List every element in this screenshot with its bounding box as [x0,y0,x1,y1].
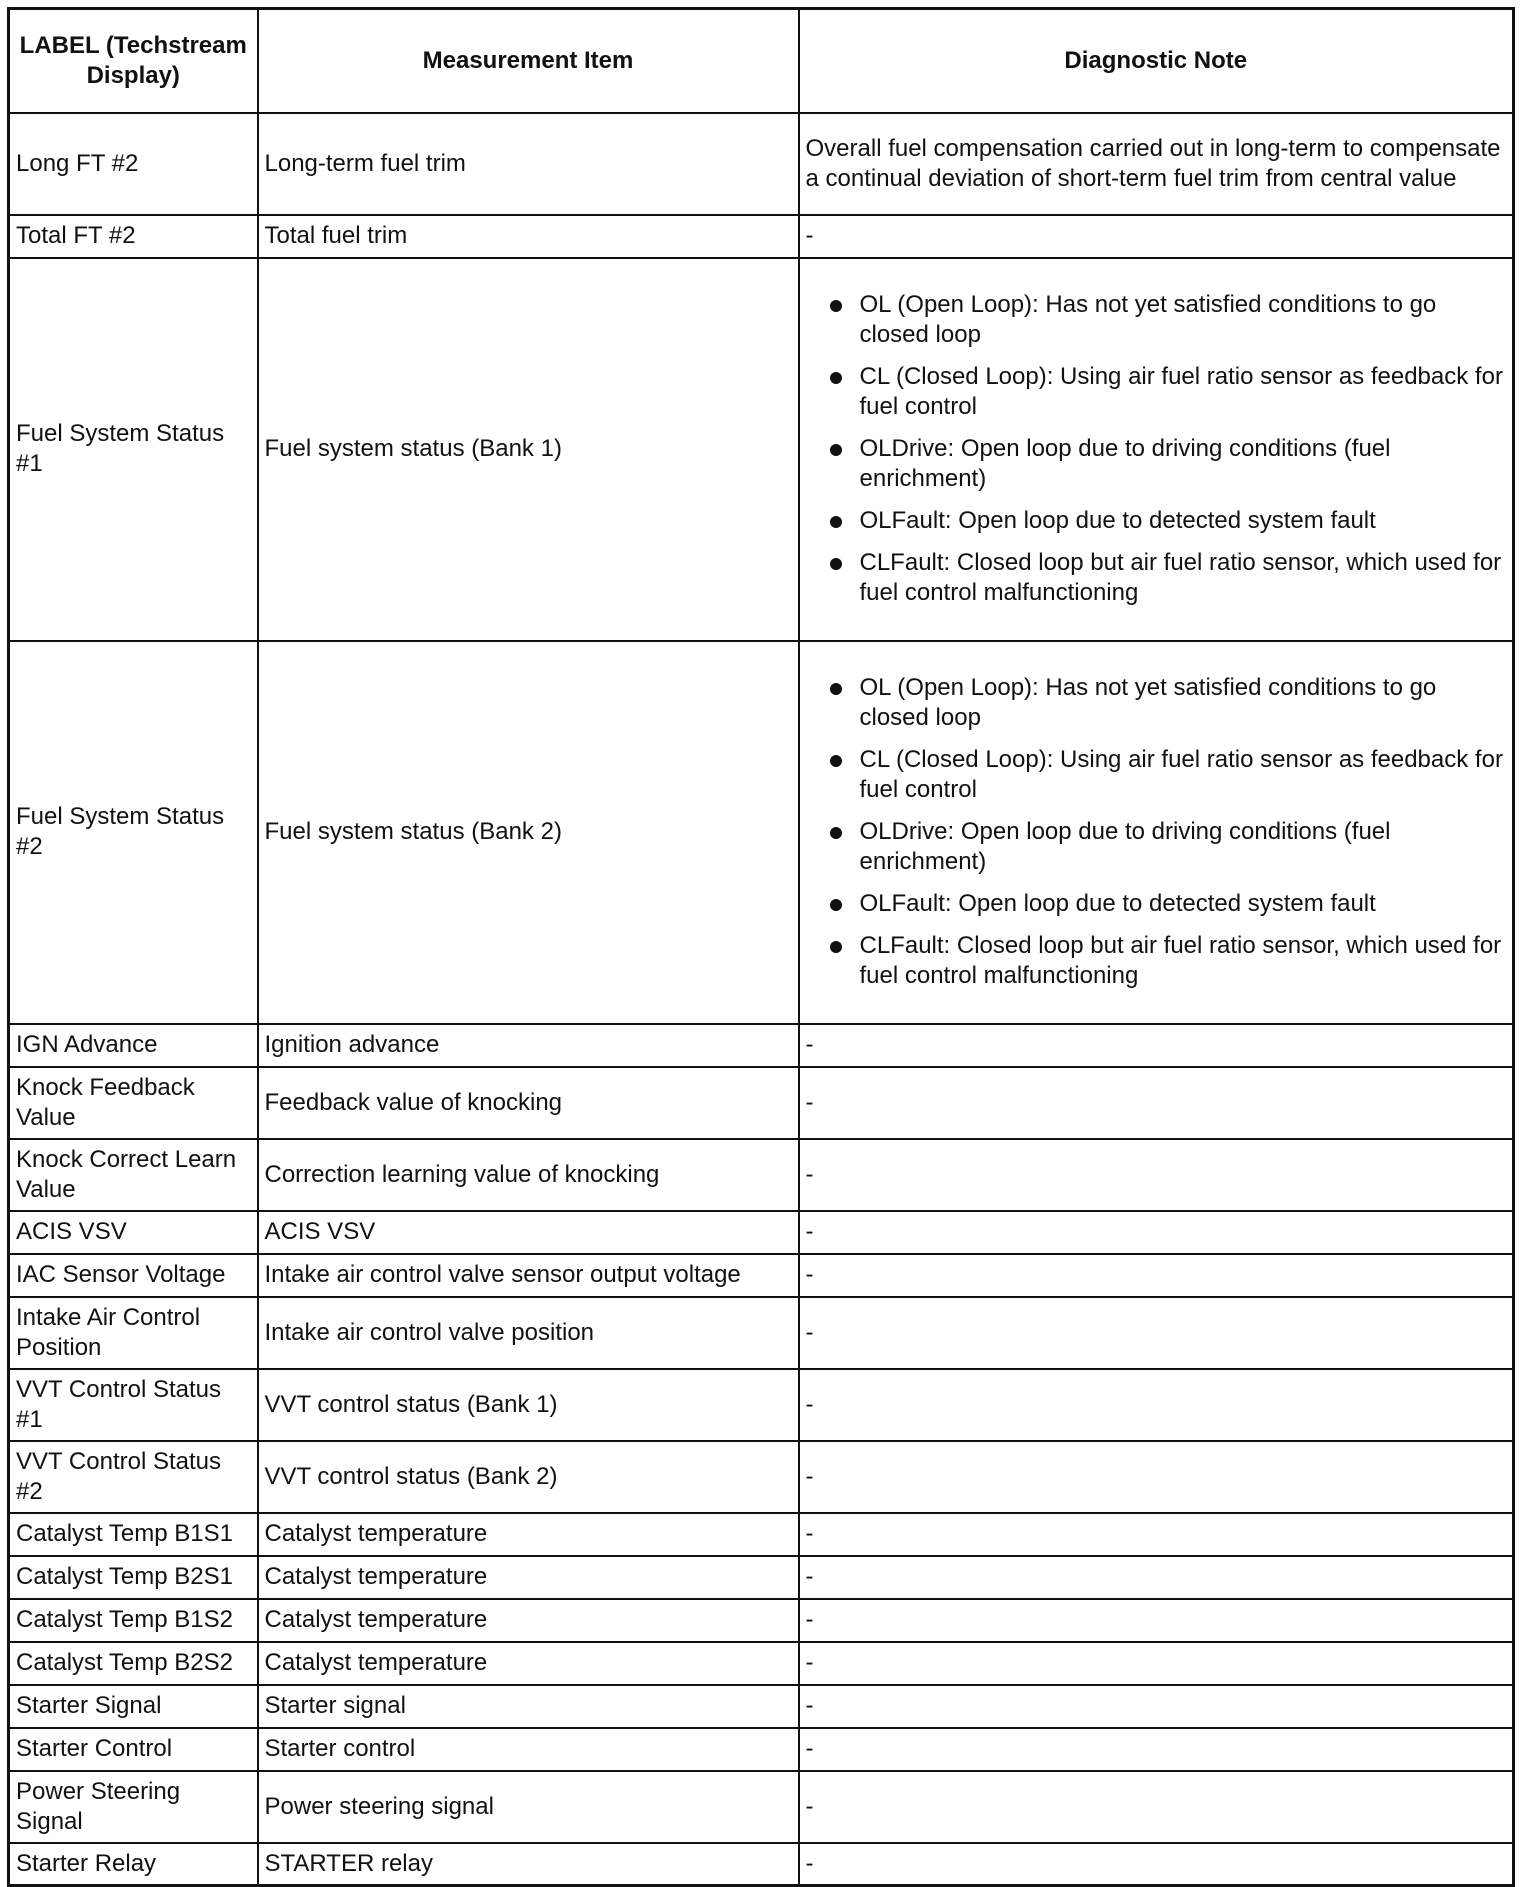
table-row [9,1599,1514,1642]
status-bullet-list [806,290,1507,608]
label-cell: Catalyst Temp B2S1 [9,1556,258,1599]
note-cell: - [799,215,1514,258]
label-cell: Intake Air Control Position [9,1297,258,1369]
label-cell: Catalyst Temp B1S2 [9,1599,258,1642]
label-cell: IAC Sensor Voltage [9,1254,258,1297]
bullet-item: OL (Open Loop): Has not yet satisfied conditions to go closed loop [830,290,1507,350]
bullet-item: CLFault: Closed loop but air fuel ratio sensor, which used for fuel control malfunctioning [830,931,1507,991]
note-cell: Overall fuel compensation carried out in long-term to compensate a continual deviation of short-term fuel trim from central value [799,113,1514,215]
label-cell: Starter Relay [9,1843,258,1886]
table-row [9,1771,1514,1843]
table-row [9,1513,1514,1556]
item-cell: Fuel system status (Bank 1) [258,258,799,641]
item-cell: VVT control status (Bank 2) [258,1441,799,1513]
bullet-item: OLDrive: Open loop due to driving conditions (fuel enrichment) [830,434,1507,494]
note-cell: - [799,1441,1514,1513]
label-cell: Catalyst Temp B1S1 [9,1513,258,1556]
header-diagnostic-note: Diagnostic Note [799,9,1514,113]
item-cell: Intake air control valve position [258,1297,799,1369]
table-row [9,1369,1514,1441]
table-row [9,1685,1514,1728]
bullet-item: OL (Open Loop): Has not yet satisfied conditions to go closed loop [830,673,1507,733]
header-measurement-item: Measurement Item [258,9,799,113]
label-cell: Catalyst Temp B2S2 [9,1642,258,1685]
table-row [9,1024,1514,1067]
item-cell: STARTER relay [258,1843,799,1886]
bullet-item: OLDrive: Open loop due to driving conditions (fuel enrichment) [830,817,1507,877]
label-cell: Knock Correct Learn Value [9,1139,258,1211]
note-cell [799,258,1514,641]
header-row [9,9,1514,113]
data-list-table [7,7,1515,1887]
note-cell: - [799,1139,1514,1211]
note-cell: - [799,1211,1514,1254]
item-cell: Catalyst temperature [258,1513,799,1556]
label-cell: Knock Feedback Value [9,1067,258,1139]
note-cell: - [799,1024,1514,1067]
note-cell: - [799,1685,1514,1728]
bullet-item: CL (Closed Loop): Using air fuel ratio sensor as feedback for fuel control [830,362,1507,422]
note-cell: - [799,1369,1514,1441]
table-row [9,1556,1514,1599]
item-cell: Intake air control valve sensor output voltage [258,1254,799,1297]
label-cell: Long FT #2 [9,113,258,215]
item-cell: Starter control [258,1728,799,1771]
item-cell: Total fuel trim [258,215,799,258]
status-bullet-list [806,673,1507,991]
note-cell: - [799,1513,1514,1556]
table-row [9,113,1514,215]
item-cell: VVT control status (Bank 1) [258,1369,799,1441]
note-cell: - [799,1067,1514,1139]
label-cell: Total FT #2 [9,215,258,258]
table-row [9,1254,1514,1297]
note-cell: - [799,1843,1514,1886]
label-cell: VVT Control Status #2 [9,1441,258,1513]
note-cell: - [799,1771,1514,1843]
header-label: LABEL (Techstream Display) [9,9,258,113]
label-cell: Starter Signal [9,1685,258,1728]
table-row [9,1297,1514,1369]
note-cell: - [799,1254,1514,1297]
label-cell: ACIS VSV [9,1211,258,1254]
label-cell: IGN Advance [9,1024,258,1067]
table-row [9,1642,1514,1685]
table-row [9,1211,1514,1254]
note-cell: - [799,1297,1514,1369]
bullet-item: OLFault: Open loop due to detected system fault [830,506,1507,536]
table-row [9,1139,1514,1211]
item-cell: Catalyst temperature [258,1556,799,1599]
label-cell: Power Steering Signal [9,1771,258,1843]
table-row [9,1843,1514,1886]
item-cell: Feedback value of knocking [258,1067,799,1139]
item-cell: Long-term fuel trim [258,113,799,215]
table-row [9,641,1514,1024]
table-row [9,215,1514,258]
table-row [9,258,1514,641]
label-cell: Fuel System Status #2 [9,641,258,1024]
item-cell: Power steering signal [258,1771,799,1843]
note-cell: - [799,1728,1514,1771]
table-row [9,1441,1514,1513]
label-cell: VVT Control Status #1 [9,1369,258,1441]
bullet-item: CLFault: Closed loop but air fuel ratio sensor, which used for fuel control malfunctioning [830,548,1507,608]
label-cell: Starter Control [9,1728,258,1771]
bullet-item: OLFault: Open loop due to detected system fault [830,889,1507,919]
item-cell: Fuel system status (Bank 2) [258,641,799,1024]
note-cell: - [799,1556,1514,1599]
table-row [9,1728,1514,1771]
item-cell: Catalyst temperature [258,1642,799,1685]
note-cell: - [799,1599,1514,1642]
item-cell: Starter signal [258,1685,799,1728]
note-cell: - [799,1642,1514,1685]
item-cell: Ignition advance [258,1024,799,1067]
item-cell: Catalyst temperature [258,1599,799,1642]
item-cell: ACIS VSV [258,1211,799,1254]
bullet-item: CL (Closed Loop): Using air fuel ratio sensor as feedback for fuel control [830,745,1507,805]
note-cell [799,641,1514,1024]
item-cell: Correction learning value of knocking [258,1139,799,1211]
label-cell: Fuel System Status #1 [9,258,258,641]
table-row [9,1067,1514,1139]
